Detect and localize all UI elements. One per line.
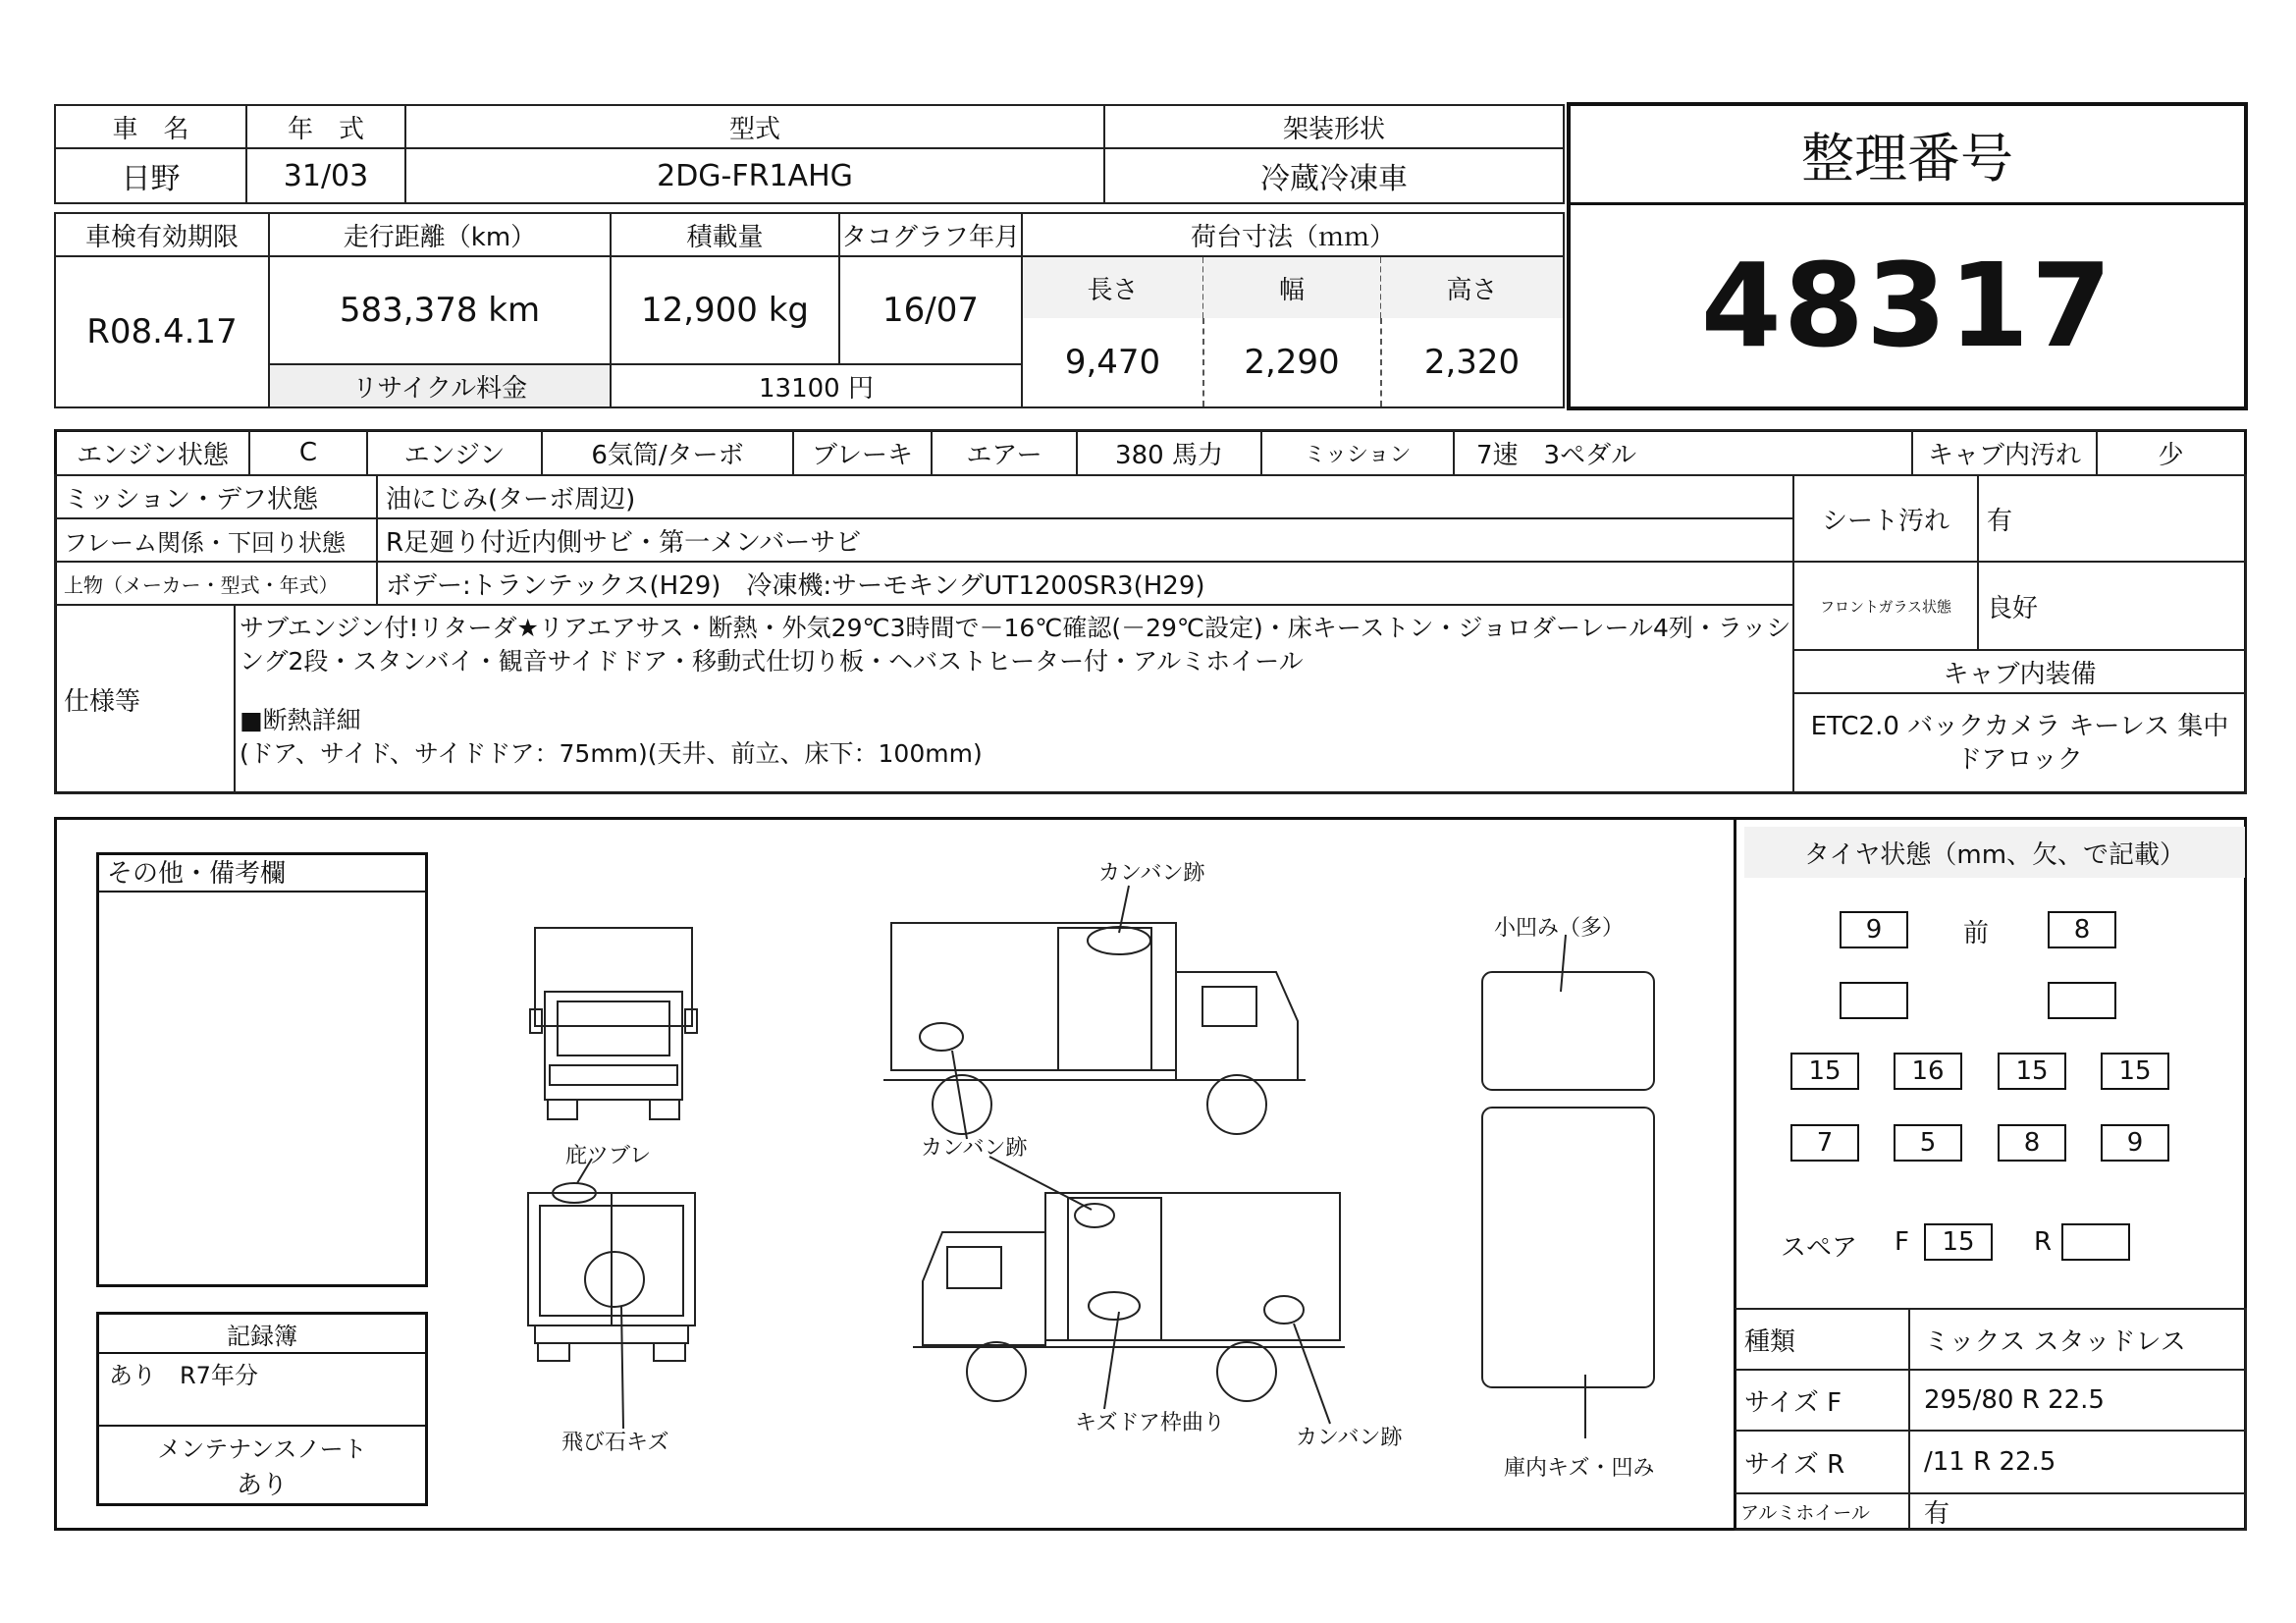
size-f-label: サイズ F xyxy=(1734,1369,1910,1432)
engine-label: エンジン xyxy=(366,429,543,476)
length-value: 9,470 xyxy=(1023,318,1204,406)
spec-line-2: ング2段・スタンバイ・観音サイドドア・移動式仕切り板・ヘバストヒーター付・アルミホイール xyxy=(240,647,1304,676)
tire-front-left: 9 xyxy=(1840,911,1908,948)
engine-state: C xyxy=(248,429,368,476)
seat-value: 有 xyxy=(1977,474,2247,563)
inspection-value: R08.4.17 xyxy=(54,255,270,408)
brake-label: ブレーキ xyxy=(792,429,933,476)
tire-front-right: 8 xyxy=(2048,911,2116,948)
floor-plan-drawing xyxy=(1482,972,1654,1387)
note-kanban-2: カンバン跡 xyxy=(921,1136,1028,1161)
model-label: 型式 xyxy=(404,104,1105,149)
note-kanban-1: カンバン跡 xyxy=(1098,861,1205,886)
type-label: 種類 xyxy=(1734,1308,1910,1371)
width-label: 幅 xyxy=(1203,257,1382,318)
recycle-value: 13100 円 xyxy=(610,363,1023,408)
spare-rear xyxy=(2061,1223,2130,1261)
size-r-value: /11 R 22.5 xyxy=(1908,1430,2247,1494)
ref-box xyxy=(1567,102,2248,410)
capacity-value: 12,900 kg xyxy=(610,255,840,365)
front-view-drawing xyxy=(530,928,697,1119)
tacho-value: 16/07 xyxy=(838,255,1023,365)
side-view-upper-drawing xyxy=(883,923,1306,1134)
mileage-label: 走行距離（km） xyxy=(268,212,612,257)
note-dent-many: 小凹み（多） xyxy=(1494,916,1625,941)
other-box xyxy=(96,852,428,1287)
dims-box xyxy=(1021,255,1565,408)
mission-label: ミッション xyxy=(1260,429,1455,476)
name-label: 車 名 xyxy=(54,104,247,149)
body-label: 架装形状 xyxy=(1103,104,1565,149)
vehicle-year: 31/03 xyxy=(245,147,406,204)
cab-dirt-label: キャブ内汚れ xyxy=(1911,429,2098,476)
length-label: 長さ xyxy=(1023,257,1204,318)
vehicle-body: 冷蔵冷凍車 xyxy=(1103,147,1565,204)
ref-label: 整理番号 xyxy=(1571,106,2244,205)
note-chip: 飛び石キズ xyxy=(561,1431,669,1455)
tacho-label: タコグラフ年月 xyxy=(838,212,1023,257)
size-r-label: サイズ R xyxy=(1734,1430,1910,1494)
truck-diagram xyxy=(491,844,1728,1492)
side-view-lower-drawing xyxy=(913,1193,1345,1401)
note-interior: 庫内キズ・凹み xyxy=(1504,1456,1655,1481)
mileage-value: 583,378 km xyxy=(268,255,612,365)
upper-value: ボデー:トランテックス(H29) 冷凍機:サーモキングUT1200SR3(H29) xyxy=(376,561,1794,606)
spec-text xyxy=(234,604,1794,794)
mission-def-label: ミッション・デフ状態 xyxy=(54,474,378,519)
spare-r-label: R xyxy=(2034,1227,2053,1257)
brake-value: エアー xyxy=(931,429,1078,476)
width-value: 2,290 xyxy=(1203,318,1382,406)
maint-label: メンテナンスノート xyxy=(99,1425,425,1466)
upper-label: 上物（メーカー・型式・年式） xyxy=(54,561,378,606)
spare-label: スペア xyxy=(1781,1233,1858,1263)
tire-row1-left xyxy=(1840,982,1908,1019)
mission-value: 7速 3ペダル xyxy=(1453,429,1913,476)
power-value: 380 馬力 xyxy=(1076,429,1262,476)
rear-view-drawing xyxy=(528,1183,695,1361)
spare-f-label: F xyxy=(1895,1227,1909,1257)
record-label: 記録簿 xyxy=(99,1315,425,1354)
tire-row2-2: 16 xyxy=(1894,1053,1962,1090)
frame-label: フレーム関係・下回り状態 xyxy=(54,517,378,563)
recycle-label: リサイクル料金 xyxy=(268,363,612,408)
engine-state-label: エンジン状態 xyxy=(54,429,250,476)
tire-row2-4: 15 xyxy=(2101,1053,2169,1090)
frame-value: R足廻り付近内側サビ・第一メンバーサビ xyxy=(376,517,1794,563)
vehicle-name: 日野 xyxy=(54,147,247,204)
alu-value: 有 xyxy=(1908,1492,2247,1531)
spec-label: 仕様等 xyxy=(54,604,236,794)
spec-line-3: ■断熱詳細 xyxy=(240,706,361,734)
alu-label: アルミホイール xyxy=(1734,1492,1910,1531)
tire-row2-3: 15 xyxy=(1998,1053,2066,1090)
tire-row2-1: 15 xyxy=(1790,1053,1859,1090)
ref-number: 48317 xyxy=(1700,238,2114,373)
height-label: 高さ xyxy=(1381,257,1563,318)
spare-front: 15 xyxy=(1924,1223,1993,1261)
note-kanban-3: カンバン跡 xyxy=(1296,1426,1403,1450)
glass-value: 良好 xyxy=(1977,561,2247,651)
cab-dirt-value: 少 xyxy=(2096,429,2247,476)
note-eave: 庇ツブレ xyxy=(565,1144,652,1168)
tire-row1-right xyxy=(2048,982,2116,1019)
tire-row3-4: 9 xyxy=(2101,1124,2169,1162)
capacity-label: 積載量 xyxy=(610,212,840,257)
height-value: 2,320 xyxy=(1423,343,1521,382)
spec-line-1: サブエンジン付!リターダ★リアエアサス・断熱・外気29℃3時間で－16℃確認(－29℃設定)・床キーストン・ジョロダーレール4列・ラッシ xyxy=(240,614,1791,642)
cab-equip-label: キャブ内装備 xyxy=(1792,649,2247,694)
tire-row3-2: 5 xyxy=(1894,1124,1962,1162)
maint-value: あり xyxy=(236,1470,288,1500)
tire-row3-1: 7 xyxy=(1790,1124,1859,1162)
year-label: 年 式 xyxy=(245,104,406,149)
tire-row3-3: 8 xyxy=(1998,1124,2066,1162)
other-label: その他・備考欄 xyxy=(99,855,425,893)
dims-label: 荷台寸法（ｍｍ） xyxy=(1021,212,1565,257)
front-label: 前 xyxy=(1963,919,1990,948)
size-f-value: 295/80 R 22.5 xyxy=(1908,1369,2247,1432)
inspection-label: 車検有効期限 xyxy=(54,212,270,257)
vehicle-model: 2DG-FR1AHG xyxy=(404,147,1105,204)
record-box xyxy=(96,1312,428,1506)
engine-value: 6気筒/ターボ xyxy=(541,429,794,476)
seat-label: シート汚れ xyxy=(1792,474,1979,563)
tire-title: タイヤ状態（mm、欠、で記載） xyxy=(1744,827,2245,878)
glass-label: フロントガラス状態 xyxy=(1792,561,1979,651)
mission-def-value: 油にじみ(ターボ周辺) xyxy=(376,474,1794,519)
record-value: あり R7年分 xyxy=(109,1362,258,1389)
type-value: ミックス スタッドレス xyxy=(1908,1308,2247,1371)
spec-line-4: (ドア、サイド、サイドドア：75mm)(天井、前立、床下：100mm) xyxy=(240,739,983,768)
note-door-frame: キズドア枠曲り xyxy=(1075,1411,1225,1435)
cab-equip-value: ETC2.0 バックカメラ キーレス 集中ドアロック xyxy=(1792,692,2247,794)
